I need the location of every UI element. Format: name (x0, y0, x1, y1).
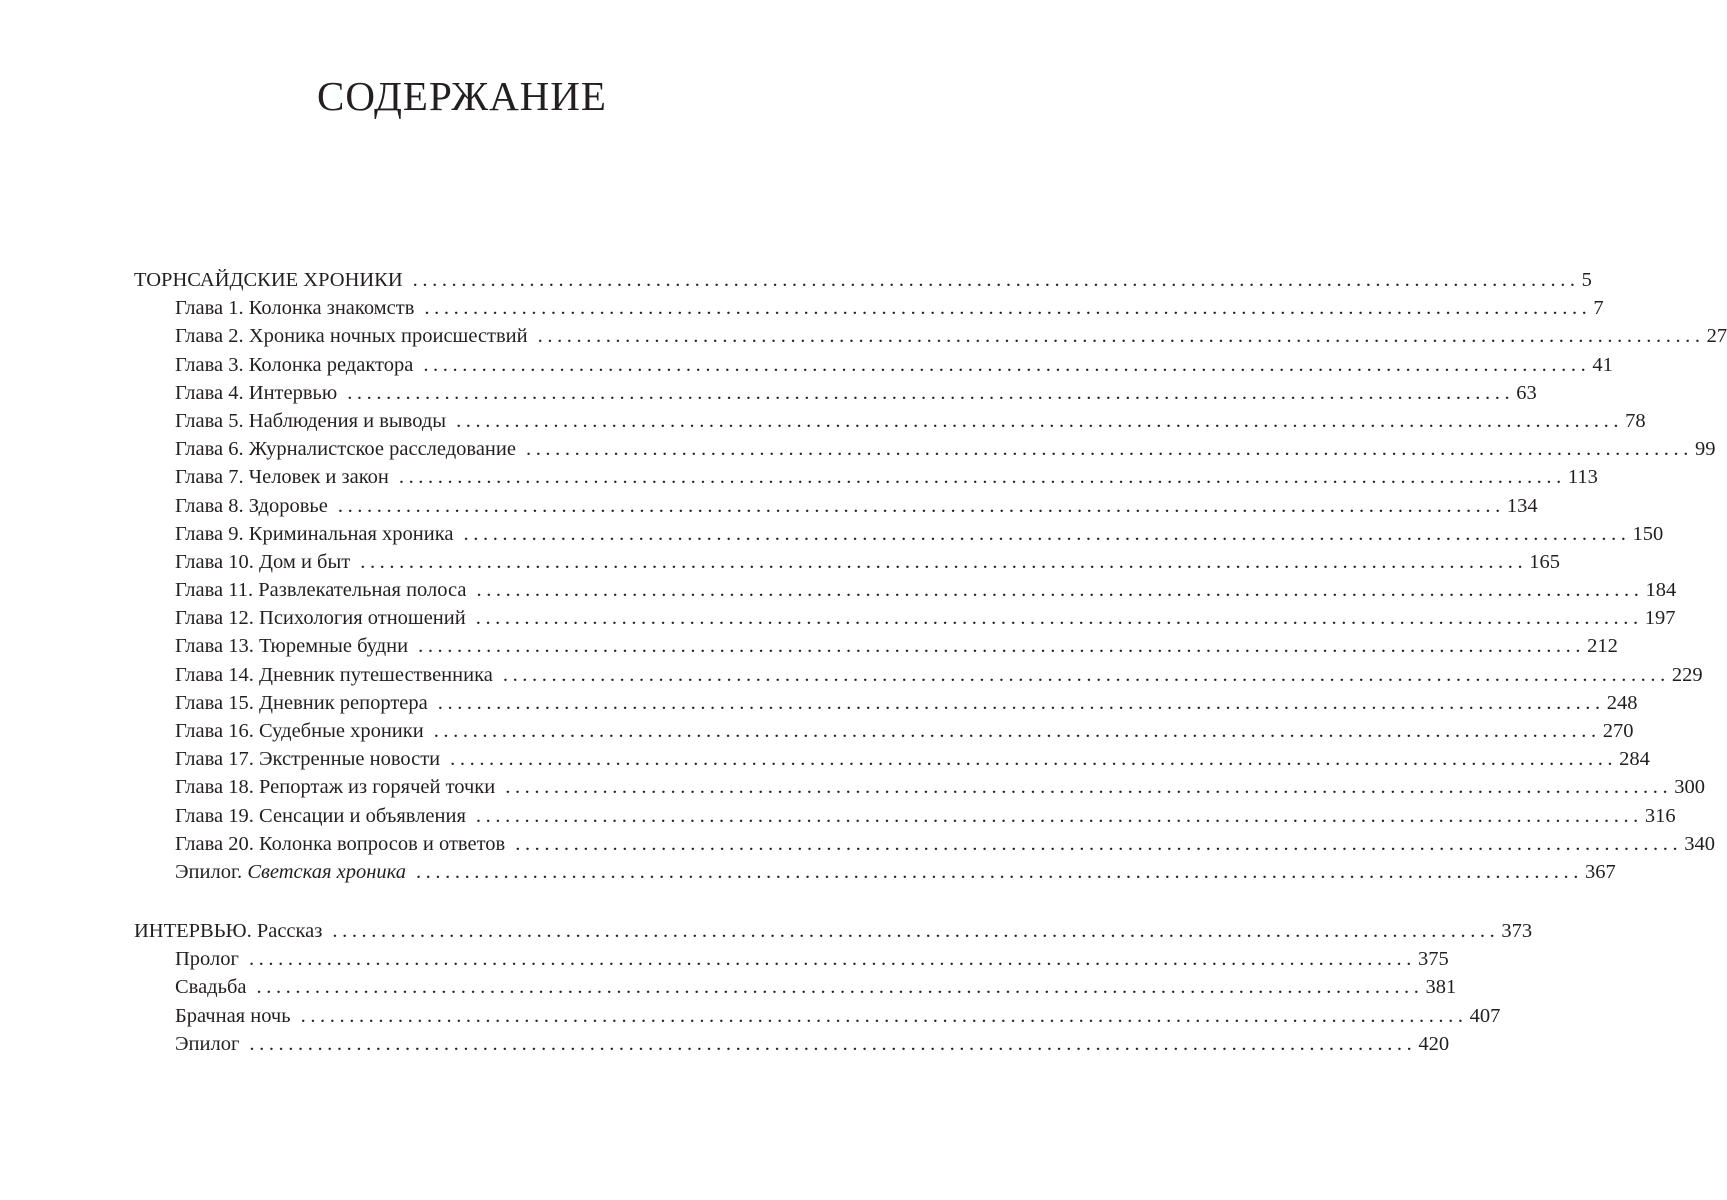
toc-label: Глава 6. Журналистское расследование (175, 438, 516, 461)
toc-page-number: 284 (1619, 748, 1650, 771)
dot-leader: ........................................................................................................................ (418, 635, 1586, 658)
dot-leader: ........................................................................................................................ (456, 409, 1624, 432)
toc-label: Глава 14. Дневник путешественника (175, 663, 493, 686)
toc-entry[interactable] (134, 435, 1716, 463)
toc-page-number: 99 (1694, 438, 1716, 461)
toc-label: Глава 11. Развлекательная полоса (175, 579, 467, 602)
dot-leader: ........................................................................................................................ (515, 832, 1683, 855)
toc-entry[interactable] (134, 379, 1537, 407)
toc-label: Пролог (175, 948, 239, 971)
dot-leader: ........................................................................................................................ (450, 748, 1618, 771)
toc-label: Глава 5. Наблюдения и выводы (175, 409, 447, 432)
dot-leader: ........................................................................................................................ (398, 466, 1566, 489)
toc-label: Глава 2. Хроника ночных происшествий (175, 325, 528, 348)
toc-entry[interactable] (134, 1030, 1450, 1058)
toc-page-number: 113 (1567, 466, 1598, 489)
toc-entry[interactable] (134, 945, 1449, 973)
toc-label: Глава 19. Сенсации и объявления (175, 804, 466, 827)
toc-entry[interactable] (134, 294, 1604, 322)
toc-page-number: 150 (1632, 522, 1664, 545)
toc-label: Глава 4. Интервью (175, 381, 338, 404)
toc-page-number: 381 (1425, 976, 1457, 999)
toc-page-number: 7 (1593, 297, 1604, 320)
dot-leader: ........................................................................................................................ (412, 269, 1580, 291)
toc-label: Глава 13. Тюремные будни (175, 635, 409, 658)
dot-leader: ........................................................................................................................ (347, 381, 1515, 404)
toc-entry[interactable] (134, 604, 1676, 632)
toc-page-number: 229 (1671, 663, 1703, 686)
toc-heading[interactable] (134, 266, 1592, 294)
dot-leader: ........................................................................................................................ (505, 776, 1673, 799)
toc-entry[interactable] (134, 407, 1646, 435)
toc-entry[interactable] (134, 689, 1638, 717)
toc-entry[interactable] (134, 520, 1664, 548)
toc-page-number: 316 (1644, 804, 1676, 827)
toc-label: Глава 20. Колонка вопросов и ответов (175, 832, 506, 855)
dot-leader: ........................................................................................................................ (249, 1032, 1417, 1055)
dot-leader: ........................................................................................................................ (537, 325, 1705, 348)
toc-label: ТОРНСАЙДСКИЕ ХРОНИКИ (134, 269, 403, 291)
toc-page-number: 373 (1501, 920, 1533, 942)
toc-entry[interactable] (134, 661, 1703, 689)
toc-page-number: 340 (1684, 832, 1715, 855)
toc-page-number: 184 (1645, 579, 1677, 602)
toc-page-number: 41 (1592, 353, 1613, 376)
toc-heading[interactable] (134, 917, 1533, 945)
toc-label: Глава 3. Колонка редактора (175, 353, 414, 376)
toc-entry[interactable] (134, 1002, 1501, 1030)
toc-label: Глава 17. Экстренные новости (175, 748, 441, 771)
toc-page-number: 212 (1587, 635, 1618, 658)
toc-page-number: 407 (1469, 1004, 1501, 1027)
toc-page-number: 165 (1529, 550, 1560, 573)
dot-leader: ........................................................................................................................ (475, 607, 1643, 630)
toc-page-number: 27 (1706, 325, 1727, 348)
dot-leader: ........................................................................................................................ (423, 353, 1591, 376)
toc-page-number: 367 (1584, 860, 1616, 883)
dot-leader: ........................................................................................................................ (424, 297, 1592, 320)
dot-leader: ........................................................................................................................ (360, 550, 1528, 573)
epilogue-title: Светская хроника (247, 860, 406, 883)
toc-label: Глава 9. Криминальная хроника (175, 522, 454, 545)
toc-entry[interactable] (134, 802, 1676, 830)
dot-leader: ........................................................................................................................ (415, 860, 1583, 883)
toc-label: Глава 10. Дом и быт (175, 550, 351, 573)
toc-page-number: 63 (1516, 381, 1537, 404)
toc-page-number: 270 (1602, 720, 1634, 742)
toc-entry[interactable] (134, 632, 1618, 660)
toc-entry[interactable] (134, 973, 1457, 1001)
toc-entry-epilogue[interactable] (134, 858, 1616, 886)
toc-page-number: 420 (1418, 1032, 1450, 1055)
toc-entry[interactable] (134, 830, 1715, 858)
toc-label: Глава 8. Здоровье (175, 494, 328, 517)
toc-entry[interactable] (134, 548, 1560, 576)
toc-label: Глава 16. Судебные хроники (175, 720, 424, 742)
dot-leader: ........................................................................................................................ (337, 494, 1505, 517)
toc-label: Глава 18. Репортаж из горячей точки (175, 776, 496, 799)
toc-label: Глава 15. Дневник репортера (175, 691, 428, 714)
toc-page-number: 197 (1644, 607, 1676, 630)
toc-label (175, 858, 416, 886)
epilogue-prefix: Эпилог. (175, 860, 243, 883)
toc-label: Глава 7. Человек и закон (175, 466, 389, 489)
toc-label: Брачная ночь (175, 1004, 291, 1027)
toc-section-torn (134, 266, 1727, 886)
toc-entry[interactable] (134, 463, 1598, 491)
dot-leader: ........................................................................................................................ (300, 1004, 1468, 1027)
toc-entry[interactable] (134, 322, 1727, 350)
toc-entry[interactable] (134, 351, 1613, 379)
toc-page-number: 78 (1625, 409, 1646, 432)
dot-leader: ........................................................................................................................ (502, 663, 1670, 686)
toc-entry[interactable] (134, 745, 1650, 773)
dot-leader: ........................................................................................................................ (332, 920, 1500, 942)
toc-label: Свадьба (175, 976, 247, 999)
toc-page-number: 375 (1417, 948, 1449, 971)
toc-label: ИНТЕРВЬЮ. Рассказ (134, 920, 323, 942)
dot-leader: ........................................................................................................................ (475, 804, 1643, 827)
toc-label: Глава 1. Колонка знакомств (175, 297, 415, 320)
toc-page-number: 248 (1606, 691, 1638, 714)
toc-page-number: 5 (1581, 269, 1592, 291)
toc-entry[interactable] (134, 492, 1538, 520)
toc-entry[interactable] (134, 717, 1634, 745)
dot-leader: ........................................................................................................................ (248, 948, 1416, 971)
dot-leader: ........................................................................................................................ (463, 522, 1631, 545)
dot-leader: ........................................................................................................................ (437, 691, 1605, 714)
dot-leader: ........................................................................................................................ (256, 976, 1424, 999)
toc-entry[interactable] (134, 576, 1677, 604)
toc-page-number: 134 (1506, 494, 1538, 517)
dot-leader: ........................................................................................................................ (476, 579, 1644, 602)
toc-page-number: 300 (1674, 776, 1705, 799)
toc-label: Глава 12. Психология отношений (175, 607, 466, 630)
toc-label: Эпилог (175, 1032, 240, 1055)
toc-entry[interactable] (134, 773, 1705, 801)
page-title: СОДЕРЖАНИЕ (317, 73, 607, 119)
dot-leader: ........................................................................................................................ (433, 720, 1601, 742)
dot-leader: ........................................................................................................................ (525, 438, 1693, 461)
toc-section-interview (134, 917, 1533, 1058)
